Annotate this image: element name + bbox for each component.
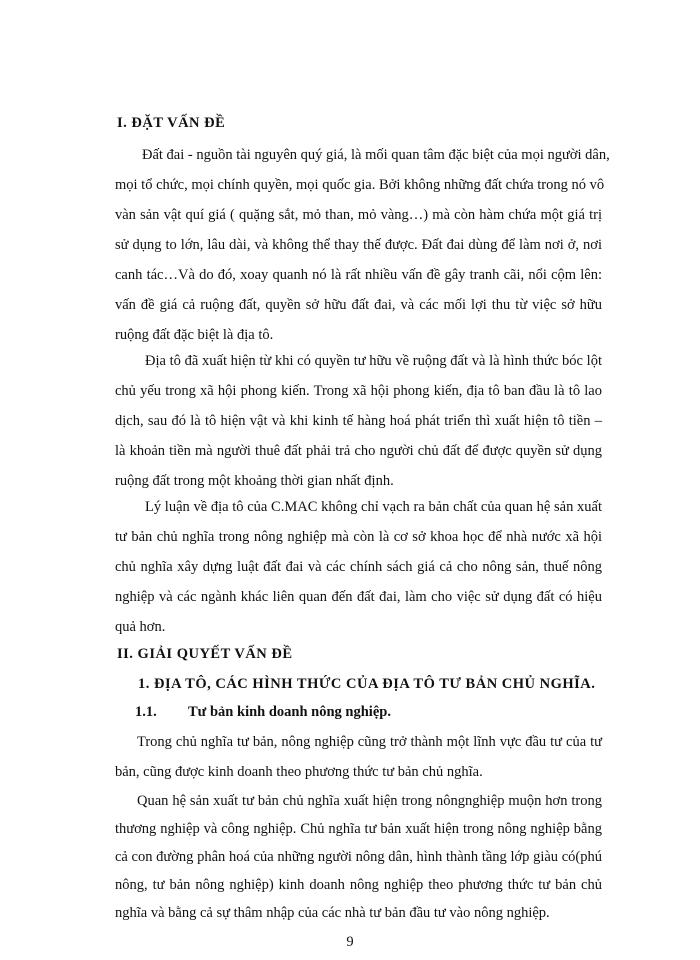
paragraph-line: Trong chủ nghĩa tư bản, nông nghiệp cũng trở thành một lĩnh vực đầu tư của tư: [137, 734, 602, 750]
paragraph-line: nghĩa và bằng cả sự thâm nhập của các nhà tư bản đầu tư vào nông nghiệp.: [115, 905, 550, 921]
paragraph-line: vấn đề giá cả ruộng đất, quyền sở hữu đất đai, và các mối lợi thu từ việc sở hữu: [115, 297, 602, 313]
paragraph-line: bản, cũng được kinh doanh theo phương thức tư bản chủ nghĩa.: [115, 764, 483, 780]
paragraph-line: là khoản tiền mà người thuê đất phải trả cho người chủ đất để được quyền sử dụng: [115, 443, 602, 459]
paragraph-line: chủ nghĩa xây dựng luật đất đai và các chính sách giá cả cho nông sản, thuế nông: [115, 559, 602, 575]
paragraph-line: ruộng đất trong một khoảng thời gian nhất định.: [115, 473, 394, 489]
paragraph-line: nông, tư bản nông nghiệp) kinh doanh nông nghiệp theo phương thức tư bản chủ: [115, 877, 602, 893]
paragraph-line: vàn sản vật quí giá ( quặng sắt, mỏ than, mỏ vàng…) mà còn hàm chứa một giá trị: [115, 207, 602, 223]
paragraph-line: sử dụng to lớn, lâu dài, và không thể thay thế được. Đất đai dùng để làm nơi ở, nơi: [115, 237, 602, 253]
paragraph-line: Quan hệ sản xuất tư bản chủ nghĩa xuất hiện trong nôngnghiệp muộn hơn trong: [137, 793, 602, 809]
paragraph-line: cả con đường phân hoá của những người nông dân, hình thành tầng lớp giàu có(phú: [115, 849, 602, 865]
paragraph-line: quả hơn.: [115, 619, 166, 635]
paragraph-line: canh tác…Và do đó, xoay quanh nó là rất nhiều vấn đề gây tranh cãi, nổi cộm lên:: [115, 267, 602, 283]
paragraph-line: Lý luận về địa tô của C.MAC không chỉ vạch ra bản chất của quan hệ sản xuất: [145, 499, 602, 515]
paragraph-line: chủ yếu trong xã hội phong kiến. Trong xã hội phong kiến, địa tô ban đầu là tô lao: [115, 383, 602, 399]
paragraph-line: Địa tô đã xuất hiện từ khi có quyền tư hữu về ruộng đất và là hình thức bóc lột: [145, 353, 602, 369]
subheading-1: 1. ĐỊA TÔ, CÁC HÌNH THỨC CỦA ĐỊA TÔ TƯ BẢN CHỦ NGHĨA.: [138, 676, 596, 692]
subheading-1-1-title: Tư bản kinh doanh nông nghiệp.: [188, 704, 391, 720]
paragraph-line: dịch, sau đó là tô hiện vật và khi kinh tế hàng hoá phát triển thì xuất hiện tô tiền –: [115, 413, 602, 429]
subheading-1-1-number: 1.1.: [135, 704, 157, 720]
paragraph-line: thương nghiệp và công nghiệp. Chủ nghĩa tư bản xuất hiện trong nông nghiệp bằng: [115, 821, 602, 837]
section-heading-1: I. ĐẶT VẤN ĐỀ: [117, 115, 226, 131]
paragraph-line: ruộng đất đặc biệt là địa tô.: [115, 327, 274, 343]
paragraph-line: nghiệp và các ngành khác liên quan đến đất đai, làm cho việc sử dụng đất có hiệu: [115, 589, 602, 605]
paragraph-line: mọi tổ chức, mọi chính quyền, mọi quốc gia. Bởi không những đất chứa trong nó vô: [115, 177, 605, 193]
paragraph-line: Đất đai - nguồn tài nguyên quý giá, là mối quan tâm đặc biệt của mọi người dân,: [142, 147, 610, 163]
section-heading-2: II. GIẢI QUYẾT VẤN ĐỀ: [117, 646, 293, 662]
paragraph-line: tư bản chủ nghĩa trong nông nghiệp mà còn là cơ sở khoa học để nhà nước xã hội: [115, 529, 602, 545]
page-number: 9: [346, 934, 354, 950]
